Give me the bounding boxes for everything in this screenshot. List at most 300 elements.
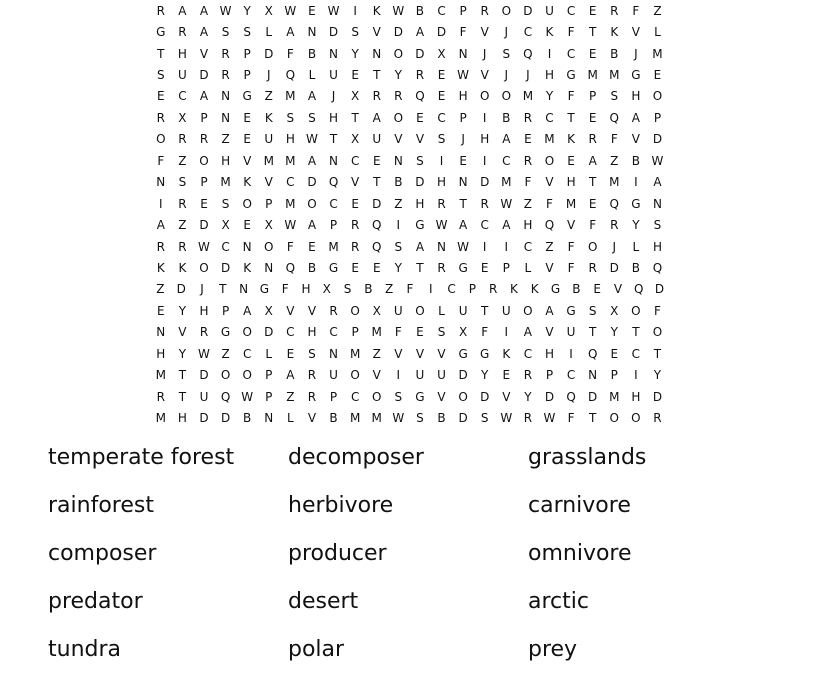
grid-letter: M <box>371 325 382 340</box>
grid-letter: C <box>437 110 446 125</box>
grid-letter: E <box>286 346 295 361</box>
grid-letter: L <box>265 25 273 40</box>
grid-row <box>150 172 670 193</box>
grid-letter: I <box>482 239 487 254</box>
grid-letter: I <box>504 239 509 254</box>
grid-letter: F <box>459 25 467 40</box>
grid-letter: F <box>654 303 661 318</box>
grid-letter: G <box>458 260 468 275</box>
grid-letter: S <box>437 325 446 340</box>
grid-letter: E <box>502 368 511 383</box>
grid-letter: G <box>328 260 339 275</box>
grid-letter: Q <box>544 218 555 233</box>
grid-letter: C <box>242 346 252 361</box>
grid-letter: E <box>351 196 359 211</box>
grid-letter: J <box>526 68 530 83</box>
grid-letter: N <box>372 46 382 61</box>
grid-letter: J <box>200 282 204 297</box>
grid-letter: V <box>480 68 489 83</box>
grid-letter: H <box>177 46 187 61</box>
grid-letter: E <box>437 89 446 104</box>
word-list <box>48 438 808 678</box>
grid-letter: T <box>219 282 227 297</box>
grid-letter: S <box>416 153 424 168</box>
grid-letter: I <box>634 175 638 190</box>
grid-letter: R <box>178 25 187 40</box>
grid-letter: S <box>308 110 316 125</box>
grid-letter: O <box>523 303 533 318</box>
grid-letter: V <box>613 282 623 297</box>
grid-letter: K <box>567 132 576 147</box>
grid-letter: Y <box>351 46 359 61</box>
grid-letter: Z <box>372 346 381 361</box>
grid-letter: O <box>458 389 468 404</box>
grid-letter: G <box>156 25 166 40</box>
grid-letter: C <box>631 346 641 361</box>
grid-letter: N <box>652 196 662 211</box>
grid-letter: Y <box>243 3 251 18</box>
grid-letter: U <box>329 68 338 83</box>
grid-letter: D <box>264 46 274 61</box>
grid-letter: S <box>416 411 424 426</box>
grid-letter: N <box>329 346 339 361</box>
grid-letter: R <box>437 260 446 275</box>
grid-letter: B <box>610 46 619 61</box>
grid-letter: A <box>459 218 468 233</box>
grid-letter: W <box>435 218 448 233</box>
grid-letter: R <box>480 3 489 18</box>
grid-letter: L <box>632 239 640 254</box>
grid-letter: S <box>480 411 489 426</box>
grid-letter: A <box>631 110 640 125</box>
grid-letter: F <box>610 132 618 147</box>
grid-letter: Q <box>415 89 425 104</box>
grid-letter: G <box>566 303 576 318</box>
grid-letter: J <box>331 89 336 104</box>
grid-letter: E <box>243 132 251 147</box>
grid-letter: Q <box>285 68 296 83</box>
grid-letter: E <box>437 68 446 83</box>
grid-letter: K <box>264 110 273 125</box>
grid-letter: P <box>329 218 338 233</box>
grid-letter: S <box>286 110 295 125</box>
grid-letter: N <box>393 153 403 168</box>
grid-letter: B <box>502 110 511 125</box>
grid-letter: O <box>393 110 404 125</box>
grid-letter: D <box>393 25 403 40</box>
grid-letter: B <box>243 411 252 426</box>
grid-letter: D <box>436 25 447 40</box>
grid-letter: V <box>415 346 425 361</box>
grid-letter: C <box>221 239 230 254</box>
grid-letter: C <box>447 282 456 297</box>
grid-letter: L <box>287 411 294 426</box>
grid-letter: D <box>652 389 663 404</box>
grid-letter: D <box>652 132 663 147</box>
grid-letter: Z <box>178 153 187 168</box>
grid-letter: H <box>199 303 209 318</box>
grid-letter: X <box>322 282 331 297</box>
grid-letter: R <box>329 303 338 318</box>
grid-letter: B <box>631 260 640 275</box>
grid-letter: D <box>609 260 619 275</box>
grid-letter: F <box>394 325 402 340</box>
grid-letter: E <box>351 260 359 275</box>
grid-letter: W <box>500 411 513 426</box>
grid-letter: D <box>415 46 425 61</box>
word-list-item: rainforest <box>48 493 154 518</box>
grid-letter: B <box>394 175 403 190</box>
grid-letter: Q <box>285 260 296 275</box>
grid-letter: V <box>437 389 446 404</box>
word-list-item: herbivore <box>288 493 394 518</box>
grid-letter: A <box>372 110 381 125</box>
grid-letter: N <box>221 89 231 104</box>
grid-letter: H <box>221 153 231 168</box>
grid-letter: A <box>199 89 209 104</box>
grid-letter: W <box>392 3 405 18</box>
grid-letter: V <box>307 303 317 318</box>
grid-letter: H <box>329 110 339 125</box>
grid-letter: N <box>239 282 249 297</box>
grid-letter: X <box>221 218 230 233</box>
grid-row <box>150 407 670 428</box>
grid-letter: A <box>523 325 532 340</box>
grid-letter: Y <box>545 89 554 104</box>
grid-letter: W <box>457 68 470 83</box>
grid-letter: M <box>652 46 663 61</box>
grid-letter: Q <box>523 46 533 61</box>
grid-letter: A <box>588 153 597 168</box>
grid-letter: H <box>301 282 311 297</box>
grid-letter: O <box>242 368 252 383</box>
grid-letter: R <box>199 325 209 340</box>
grid-letter: C <box>350 389 360 404</box>
grid-letter: H <box>156 346 166 361</box>
grid-letter: N <box>264 260 274 275</box>
grid-letter: H <box>415 196 425 211</box>
grid-letter: R <box>156 3 165 18</box>
grid-letter: M <box>155 411 166 426</box>
grid-letter: U <box>458 303 468 318</box>
grid-letter: W <box>241 389 254 404</box>
grid-letter: O <box>350 368 360 383</box>
grid-letter: C <box>329 325 338 340</box>
grid-letter: Q <box>652 260 663 275</box>
grid-letter: D <box>264 325 274 340</box>
grid-letter: F <box>567 89 575 104</box>
grid-letter: K <box>530 282 539 297</box>
grid-letter: I <box>428 282 433 297</box>
grid-letter: P <box>329 389 338 404</box>
grid-letter: I <box>439 153 444 168</box>
grid-letter: R <box>156 110 165 125</box>
grid-letter: O <box>199 153 209 168</box>
grid-letter: R <box>610 218 619 233</box>
grid-row <box>150 300 670 321</box>
grid-letter: Y <box>610 325 618 340</box>
grid-letter: S <box>437 132 446 147</box>
grid-letter: M <box>285 153 296 168</box>
grid-letter: E <box>524 132 532 147</box>
grid-letter: U <box>545 3 554 18</box>
grid-letter: H <box>652 239 662 254</box>
grid-letter: L <box>265 346 273 361</box>
grid-letter: P <box>265 368 273 383</box>
grid-letter: P <box>265 389 273 404</box>
grid-letter: Y <box>632 218 640 233</box>
grid-letter: S <box>394 239 403 254</box>
grid-letter: I <box>482 153 487 168</box>
grid-letter: Z <box>545 239 554 254</box>
grid-letter: C <box>566 3 576 18</box>
grid-letter: C <box>178 89 187 104</box>
grid-letter: X <box>264 303 273 318</box>
grid-letter: B <box>572 282 581 297</box>
grid-letter: P <box>502 260 510 275</box>
grid-letter: O <box>587 239 598 254</box>
grid-letter: X <box>610 303 619 318</box>
grid-letter: X <box>351 89 360 104</box>
grid-letter: E <box>243 218 251 233</box>
grid-letter: Y <box>178 303 187 318</box>
grid-letter: E <box>480 260 489 275</box>
grid-letter: J <box>612 239 617 254</box>
grid-letter: C <box>350 153 360 168</box>
grid-letter: N <box>156 175 166 190</box>
grid-letter: R <box>307 389 317 404</box>
grid-letter: A <box>307 153 317 168</box>
grid-letter: F <box>632 3 640 18</box>
grid-row <box>150 236 670 257</box>
grid-letter: N <box>329 46 339 61</box>
grid-letter: G <box>550 282 561 297</box>
grid-letter: X <box>372 303 381 318</box>
grid-letter: M <box>371 411 382 426</box>
grid-letter: O <box>242 196 252 211</box>
grid-letter: P <box>200 175 208 190</box>
grid-letter: Y <box>481 368 489 383</box>
word-list-item: arctic <box>528 589 589 614</box>
grid-letter: E <box>588 46 597 61</box>
grid-letter: O <box>609 411 619 426</box>
grid-letter: W <box>500 196 513 211</box>
grid-letter: M <box>522 89 534 104</box>
grid-letter: A <box>156 218 165 233</box>
grid-letter: W <box>457 239 470 254</box>
grid-letter: E <box>157 89 165 104</box>
grid-letter: X <box>264 3 273 18</box>
grid-letter: W <box>543 411 556 426</box>
grid-letter: C <box>286 325 295 340</box>
grid-letter: H <box>631 389 641 404</box>
grid-letter: A <box>545 303 554 318</box>
grid-letter: T <box>178 368 187 383</box>
grid-letter: W <box>306 132 318 147</box>
grid-letter: G <box>220 325 231 340</box>
grid-letter: H <box>631 89 641 104</box>
grid-letter: R <box>350 218 360 233</box>
grid-letter: R <box>523 411 533 426</box>
grid-letter: W <box>651 153 664 168</box>
grid-letter: G <box>631 196 641 211</box>
grid-letter: L <box>524 260 532 275</box>
grid-letter: D <box>328 25 339 40</box>
grid-letter: N <box>437 239 446 254</box>
grid-letter: D <box>220 411 231 426</box>
grid-letter: F <box>157 153 165 168</box>
grid-letter: R <box>523 153 533 168</box>
grid-letter: V <box>372 368 381 383</box>
grid-letter: U <box>393 303 403 318</box>
grid-letter: O <box>501 3 512 18</box>
grid-letter: C <box>566 368 576 383</box>
grid-letter: O <box>264 239 274 254</box>
grid-letter: E <box>416 325 424 340</box>
grid-letter: W <box>392 411 405 426</box>
grid-letter: O <box>350 303 360 318</box>
grid-letter: Q <box>609 110 619 125</box>
grid-letter: M <box>328 239 339 254</box>
grid-row <box>150 322 670 343</box>
grid-letter: T <box>481 303 489 318</box>
grid-letter: K <box>502 346 511 361</box>
grid-letter: W <box>284 3 297 18</box>
grid-letter: N <box>329 153 339 168</box>
grid-letter: C <box>480 218 489 233</box>
grid-letter: J <box>482 46 487 61</box>
grid-letter: M <box>155 368 166 383</box>
grid-letter: P <box>221 303 230 318</box>
grid-letter: H <box>307 325 317 340</box>
grid-letter: S <box>653 218 662 233</box>
grid-letter: W <box>284 218 297 233</box>
grid-letter: F <box>589 218 597 233</box>
grid-letter: U <box>329 368 338 383</box>
grid-letter: B <box>307 260 317 275</box>
grid-letter: M <box>587 68 598 83</box>
grid-letter: R <box>178 196 187 211</box>
grid-row <box>150 343 670 364</box>
grid-letter: R <box>372 89 381 104</box>
grid-letter: E <box>588 110 597 125</box>
grid-letter: W <box>327 3 340 18</box>
grid-letter: H <box>566 175 576 190</box>
grid-letter: F <box>286 239 294 254</box>
grid-letter: Q <box>587 346 598 361</box>
grid-row <box>150 107 670 128</box>
grid-letter: E <box>308 239 316 254</box>
grid-letter: I <box>634 368 638 383</box>
grid-letter: G <box>259 282 270 297</box>
grid-letter: J <box>504 68 509 83</box>
grid-letter: D <box>199 368 209 383</box>
grid-letter: O <box>242 325 252 340</box>
grid-letter: B <box>415 3 425 18</box>
grid-letter: V <box>199 46 209 61</box>
grid-letter: O <box>156 132 166 147</box>
grid-letter: Q <box>634 282 644 297</box>
word-list-item: prey <box>528 637 578 662</box>
grid-letter: T <box>567 110 575 125</box>
grid-letter: S <box>588 303 597 318</box>
grid-letter: Z <box>653 3 662 18</box>
grid-letter: R <box>415 68 425 83</box>
grid-letter: V <box>286 303 295 318</box>
grid-letter: M <box>609 68 620 83</box>
word-list-item: desert <box>288 589 359 614</box>
grid-letter: A <box>307 89 317 104</box>
grid-letter: T <box>589 25 597 40</box>
grid-letter: N <box>242 239 252 254</box>
grid-letter: J <box>634 46 638 61</box>
grid-letter: Z <box>523 196 532 211</box>
grid-letter: D <box>480 175 490 190</box>
grid-letter: I <box>396 368 401 383</box>
grid-letter: P <box>351 325 359 340</box>
grid-letter: V <box>631 25 640 40</box>
grid-letter: K <box>372 3 381 18</box>
grid-letter: A <box>178 3 187 18</box>
grid-letter: P <box>459 3 467 18</box>
grid-letter: V <box>307 411 317 426</box>
grid-letter: Q <box>566 389 576 404</box>
grid-letter: C <box>437 3 446 18</box>
grid-letter: T <box>589 175 597 190</box>
grid-letter: H <box>177 411 187 426</box>
grid-letter: A <box>415 25 425 40</box>
grid-letter: V <box>545 325 554 340</box>
word-list-item: polar <box>288 637 345 662</box>
grid-letter: X <box>458 325 468 340</box>
grid-letter: R <box>156 239 165 254</box>
grid-letter: H <box>285 132 295 147</box>
grid-row <box>150 193 670 214</box>
grid-letter: O <box>631 303 641 318</box>
grid-letter: P <box>468 282 476 297</box>
grid-letter: U <box>437 368 446 383</box>
grid-letter: V <box>243 153 252 168</box>
grid-letter: G <box>631 68 641 83</box>
grid-letter: S <box>308 346 316 361</box>
grid-letter: Z <box>178 218 187 233</box>
grid-letter: R <box>588 260 597 275</box>
grid-letter: M <box>349 411 361 426</box>
grid-letter: H <box>480 132 490 147</box>
grid-letter: D <box>220 260 231 275</box>
grid-letter: U <box>177 68 187 83</box>
grid-letter: F <box>567 239 575 254</box>
grid-letter: C <box>545 110 554 125</box>
grid-letter: E <box>588 3 597 18</box>
grid-letter: T <box>157 46 165 61</box>
grid-letter: O <box>544 153 555 168</box>
grid-letter: C <box>329 196 338 211</box>
grid-letter: R <box>156 389 165 404</box>
grid-letter: U <box>199 389 209 404</box>
grid-letter: F <box>567 260 575 275</box>
grid-letter: P <box>610 368 618 383</box>
grid-letter: L <box>308 68 316 83</box>
grid-letter: C <box>566 46 576 61</box>
grid-letter: I <box>547 46 552 61</box>
grid-letter: Z <box>610 153 619 168</box>
grid-letter: V <box>178 325 187 340</box>
grid-row <box>150 43 670 64</box>
grid-letter: S <box>178 175 187 190</box>
grid-row <box>150 386 670 407</box>
grid-letter: O <box>415 303 425 318</box>
